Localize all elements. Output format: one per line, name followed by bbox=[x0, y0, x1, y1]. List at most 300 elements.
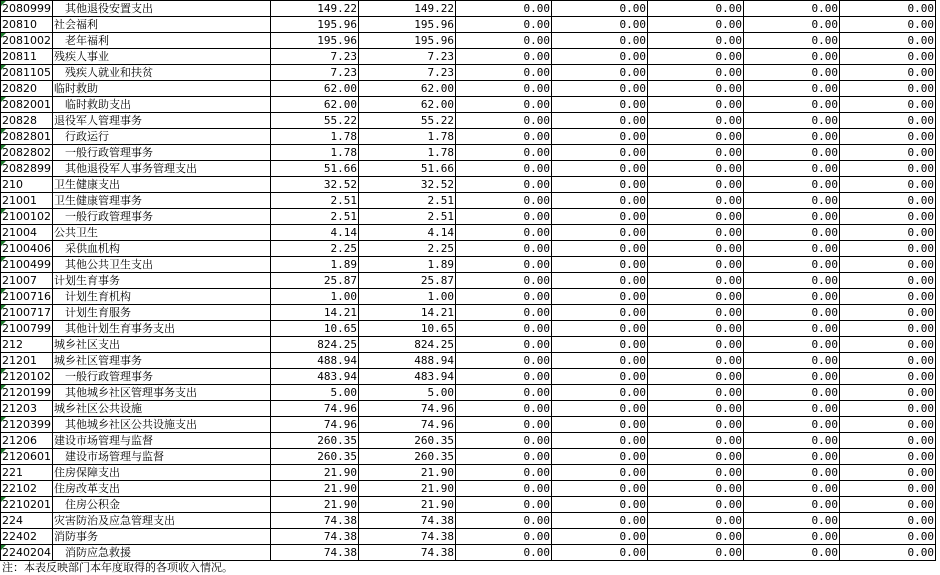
amount-cell[interactable]: 74.38 bbox=[271, 529, 359, 545]
amount-cell[interactable]: 0.00 bbox=[840, 241, 936, 257]
amount-cell[interactable]: 74.96 bbox=[271, 417, 359, 433]
amount-cell[interactable]: 0.00 bbox=[552, 449, 648, 465]
subject-name-cell[interactable]: 其他城乡社区公共设施支出 bbox=[53, 417, 271, 433]
amount-cell[interactable]: 0.00 bbox=[552, 385, 648, 401]
amount-cell[interactable]: 0.00 bbox=[840, 417, 936, 433]
amount-cell[interactable]: 1.78 bbox=[271, 129, 359, 145]
subject-code-cell[interactable]: 2210201 bbox=[2, 498, 51, 511]
amount-cell[interactable]: 0.00 bbox=[456, 433, 552, 449]
amount-cell[interactable]: 0.00 bbox=[648, 1, 744, 17]
subject-name-cell[interactable]: 一般行政管理事务 bbox=[53, 369, 271, 385]
amount-cell[interactable]: 0.00 bbox=[744, 369, 840, 385]
subject-code-cell[interactable]: 2120601 bbox=[2, 450, 51, 463]
amount-cell[interactable]: 32.52 bbox=[271, 177, 359, 193]
amount-cell[interactable]: 0.00 bbox=[744, 465, 840, 481]
subject-name-cell[interactable]: 计划生育事务 bbox=[53, 273, 271, 289]
subject-code-cell[interactable]: 2120102 bbox=[2, 370, 51, 383]
amount-cell[interactable]: 0.00 bbox=[648, 209, 744, 225]
amount-cell[interactable]: 1.78 bbox=[359, 129, 456, 145]
amount-cell[interactable]: 2.25 bbox=[359, 241, 456, 257]
table-row[interactable] bbox=[1, 497, 936, 513]
amount-cell[interactable]: 0.00 bbox=[648, 513, 744, 529]
amount-cell[interactable]: 0.00 bbox=[552, 433, 648, 449]
amount-cell[interactable]: 7.23 bbox=[359, 65, 456, 81]
amount-cell[interactable]: 0.00 bbox=[552, 417, 648, 433]
amount-cell[interactable]: 2.25 bbox=[271, 241, 359, 257]
amount-cell[interactable]: 0.00 bbox=[840, 97, 936, 113]
subject-code-cell[interactable]: 21001 bbox=[1, 193, 53, 209]
subject-code-cell[interactable]: 2120199 bbox=[2, 386, 51, 399]
amount-cell[interactable]: 0.00 bbox=[840, 545, 936, 561]
amount-cell[interactable]: 0.00 bbox=[648, 529, 744, 545]
table-row[interactable] bbox=[1, 81, 936, 97]
amount-cell[interactable]: 4.14 bbox=[359, 225, 456, 241]
amount-cell[interactable]: 0.00 bbox=[456, 545, 552, 561]
amount-cell[interactable]: 0.00 bbox=[648, 17, 744, 33]
amount-cell[interactable]: 0.00 bbox=[744, 225, 840, 241]
amount-cell[interactable]: 0.00 bbox=[744, 113, 840, 129]
amount-cell[interactable]: 0.00 bbox=[456, 321, 552, 337]
subject-name-cell[interactable]: 一般行政管理事务 bbox=[53, 145, 271, 161]
subject-code-cell[interactable]: 224 bbox=[1, 513, 53, 529]
subject-name-cell[interactable]: 残疾人事业 bbox=[53, 49, 271, 65]
table-row[interactable] bbox=[1, 241, 936, 257]
amount-cell[interactable]: 0.00 bbox=[840, 433, 936, 449]
amount-cell[interactable]: 4.14 bbox=[271, 225, 359, 241]
amount-cell[interactable]: 0.00 bbox=[552, 257, 648, 273]
amount-cell[interactable]: 0.00 bbox=[552, 401, 648, 417]
amount-cell[interactable]: 0.00 bbox=[648, 161, 744, 177]
amount-cell[interactable]: 0.00 bbox=[840, 305, 936, 321]
amount-cell[interactable]: 0.00 bbox=[552, 209, 648, 225]
subject-code-cell[interactable]: 221 bbox=[1, 465, 53, 481]
amount-cell[interactable]: 7.23 bbox=[359, 49, 456, 65]
amount-cell[interactable]: 74.38 bbox=[271, 513, 359, 529]
amount-cell[interactable]: 1.78 bbox=[359, 145, 456, 161]
subject-name-cell[interactable]: 退役军人管理事务 bbox=[53, 113, 271, 129]
subject-code-cell[interactable]: 2100499 bbox=[2, 258, 51, 271]
subject-name-cell[interactable]: 计划生育机构 bbox=[53, 289, 271, 305]
amount-cell[interactable]: 0.00 bbox=[840, 401, 936, 417]
table-row[interactable] bbox=[1, 1, 936, 17]
amount-cell[interactable]: 0.00 bbox=[456, 113, 552, 129]
subject-name-cell[interactable]: 采供血机构 bbox=[53, 241, 271, 257]
amount-cell[interactable]: 0.00 bbox=[456, 465, 552, 481]
amount-cell[interactable]: 0.00 bbox=[744, 97, 840, 113]
amount-cell[interactable]: 0.00 bbox=[456, 401, 552, 417]
amount-cell[interactable]: 1.78 bbox=[271, 145, 359, 161]
subject-code-cell[interactable]: 20828 bbox=[1, 113, 53, 129]
subject-code-cell[interactable]: 2100102 bbox=[2, 210, 51, 223]
amount-cell[interactable]: 1.89 bbox=[359, 257, 456, 273]
subject-name-cell[interactable]: 城乡社区支出 bbox=[53, 337, 271, 353]
table-row[interactable] bbox=[1, 113, 936, 129]
amount-cell[interactable]: 5.00 bbox=[359, 385, 456, 401]
amount-cell[interactable]: 0.00 bbox=[552, 161, 648, 177]
amount-cell[interactable]: 0.00 bbox=[552, 81, 648, 97]
table-row[interactable] bbox=[1, 305, 936, 321]
amount-cell[interactable]: 195.96 bbox=[359, 33, 456, 49]
amount-cell[interactable]: 0.00 bbox=[744, 481, 840, 497]
amount-cell[interactable]: 62.00 bbox=[271, 81, 359, 97]
amount-cell[interactable]: 0.00 bbox=[648, 417, 744, 433]
table-row[interactable] bbox=[1, 465, 936, 481]
amount-cell[interactable]: 260.35 bbox=[271, 449, 359, 465]
amount-cell[interactable]: 0.00 bbox=[456, 129, 552, 145]
amount-cell[interactable]: 7.23 bbox=[271, 49, 359, 65]
amount-cell[interactable]: 0.00 bbox=[840, 129, 936, 145]
amount-cell[interactable]: 0.00 bbox=[840, 81, 936, 97]
amount-cell[interactable]: 0.00 bbox=[648, 433, 744, 449]
amount-cell[interactable]: 0.00 bbox=[744, 545, 840, 561]
amount-cell[interactable]: 55.22 bbox=[359, 113, 456, 129]
subject-name-cell[interactable]: 其他退役军人事务管理支出 bbox=[53, 161, 271, 177]
amount-cell[interactable]: 55.22 bbox=[271, 113, 359, 129]
amount-cell[interactable]: 74.38 bbox=[271, 545, 359, 561]
table-row[interactable] bbox=[1, 545, 936, 561]
amount-cell[interactable]: 21.90 bbox=[271, 481, 359, 497]
subject-code-cell[interactable]: 22402 bbox=[1, 529, 53, 545]
subject-name-cell[interactable]: 公共卫生 bbox=[53, 225, 271, 241]
subject-code-cell[interactable]: 2100799 bbox=[2, 322, 51, 335]
amount-cell[interactable]: 2.51 bbox=[271, 209, 359, 225]
amount-cell[interactable]: 0.00 bbox=[552, 49, 648, 65]
amount-cell[interactable]: 824.25 bbox=[271, 337, 359, 353]
table-row[interactable] bbox=[1, 321, 936, 337]
amount-cell[interactable]: 0.00 bbox=[456, 369, 552, 385]
amount-cell[interactable]: 1.00 bbox=[271, 289, 359, 305]
amount-cell[interactable]: 21.90 bbox=[271, 497, 359, 513]
subject-code-cell[interactable]: 20811 bbox=[1, 49, 53, 65]
subject-name-cell[interactable]: 临时救助支出 bbox=[53, 97, 271, 113]
amount-cell[interactable]: 0.00 bbox=[552, 337, 648, 353]
amount-cell[interactable]: 0.00 bbox=[648, 369, 744, 385]
amount-cell[interactable]: 0.00 bbox=[552, 225, 648, 241]
amount-cell[interactable]: 0.00 bbox=[648, 113, 744, 129]
amount-cell[interactable]: 0.00 bbox=[744, 17, 840, 33]
amount-cell[interactable]: 0.00 bbox=[840, 497, 936, 513]
amount-cell[interactable]: 0.00 bbox=[648, 497, 744, 513]
amount-cell[interactable]: 0.00 bbox=[456, 1, 552, 17]
amount-cell[interactable]: 2.51 bbox=[359, 193, 456, 209]
amount-cell[interactable]: 0.00 bbox=[552, 1, 648, 17]
amount-cell[interactable]: 0.00 bbox=[648, 465, 744, 481]
amount-cell[interactable]: 0.00 bbox=[744, 321, 840, 337]
amount-cell[interactable]: 0.00 bbox=[456, 497, 552, 513]
amount-cell[interactable]: 0.00 bbox=[840, 49, 936, 65]
amount-cell[interactable]: 0.00 bbox=[552, 65, 648, 81]
amount-cell[interactable]: 5.00 bbox=[271, 385, 359, 401]
subject-name-cell[interactable]: 卫生健康管理事务 bbox=[53, 193, 271, 209]
amount-cell[interactable]: 0.00 bbox=[552, 97, 648, 113]
amount-cell[interactable]: 0.00 bbox=[648, 241, 744, 257]
subject-code-cell[interactable]: 2081002 bbox=[2, 34, 51, 47]
table-row[interactable] bbox=[1, 289, 936, 305]
amount-cell[interactable]: 0.00 bbox=[648, 481, 744, 497]
amount-cell[interactable]: 0.00 bbox=[648, 129, 744, 145]
subject-code-cell[interactable]: 20820 bbox=[1, 81, 53, 97]
amount-cell[interactable]: 0.00 bbox=[648, 449, 744, 465]
amount-cell[interactable]: 1.00 bbox=[359, 289, 456, 305]
subject-code-cell[interactable]: 21201 bbox=[1, 353, 53, 369]
subject-name-cell[interactable]: 社会福利 bbox=[53, 17, 271, 33]
amount-cell[interactable]: 0.00 bbox=[456, 241, 552, 257]
amount-cell[interactable]: 0.00 bbox=[456, 177, 552, 193]
amount-cell[interactable]: 0.00 bbox=[552, 177, 648, 193]
amount-cell[interactable]: 74.38 bbox=[359, 545, 456, 561]
subject-name-cell[interactable]: 消防应急救援 bbox=[53, 545, 271, 561]
subject-name-cell[interactable]: 其他城乡社区管理事务支出 bbox=[53, 385, 271, 401]
amount-cell[interactable]: 0.00 bbox=[840, 17, 936, 33]
amount-cell[interactable]: 0.00 bbox=[552, 545, 648, 561]
amount-cell[interactable]: 0.00 bbox=[456, 337, 552, 353]
subject-name-cell[interactable]: 一般行政管理事务 bbox=[53, 209, 271, 225]
amount-cell[interactable]: 0.00 bbox=[744, 1, 840, 17]
amount-cell[interactable]: 0.00 bbox=[648, 97, 744, 113]
table-row[interactable] bbox=[1, 161, 936, 177]
subject-code-cell[interactable]: 2240204 bbox=[2, 546, 51, 559]
amount-cell[interactable]: 0.00 bbox=[456, 81, 552, 97]
amount-cell[interactable]: 2.51 bbox=[359, 209, 456, 225]
amount-cell[interactable]: 0.00 bbox=[552, 113, 648, 129]
table-row[interactable] bbox=[1, 513, 936, 529]
amount-cell[interactable]: 74.96 bbox=[271, 401, 359, 417]
amount-cell[interactable]: 0.00 bbox=[840, 369, 936, 385]
amount-cell[interactable]: 32.52 bbox=[359, 177, 456, 193]
amount-cell[interactable]: 0.00 bbox=[648, 193, 744, 209]
table-row[interactable] bbox=[1, 353, 936, 369]
table-row[interactable] bbox=[1, 49, 936, 65]
subject-name-cell[interactable]: 住房公积金 bbox=[53, 497, 271, 513]
subject-code-cell[interactable]: 2081105 bbox=[2, 66, 51, 79]
subject-code-cell[interactable]: 21004 bbox=[1, 225, 53, 241]
subject-code-cell[interactable]: 20810 bbox=[1, 17, 53, 33]
amount-cell[interactable]: 0.00 bbox=[840, 65, 936, 81]
amount-cell[interactable]: 0.00 bbox=[744, 289, 840, 305]
amount-cell[interactable]: 0.00 bbox=[840, 465, 936, 481]
amount-cell[interactable]: 0.00 bbox=[456, 417, 552, 433]
amount-cell[interactable]: 0.00 bbox=[456, 273, 552, 289]
amount-cell[interactable]: 0.00 bbox=[744, 273, 840, 289]
table-row[interactable] bbox=[1, 145, 936, 161]
amount-cell[interactable]: 0.00 bbox=[744, 161, 840, 177]
amount-cell[interactable]: 0.00 bbox=[840, 177, 936, 193]
subject-code-cell[interactable]: 2082001 bbox=[2, 98, 51, 111]
amount-cell[interactable]: 0.00 bbox=[648, 321, 744, 337]
amount-cell[interactable]: 0.00 bbox=[552, 145, 648, 161]
amount-cell[interactable]: 0.00 bbox=[456, 145, 552, 161]
amount-cell[interactable]: 0.00 bbox=[744, 145, 840, 161]
amount-cell[interactable]: 0.00 bbox=[840, 225, 936, 241]
subject-name-cell[interactable]: 卫生健康支出 bbox=[53, 177, 271, 193]
amount-cell[interactable]: 0.00 bbox=[456, 529, 552, 545]
amount-cell[interactable]: 0.00 bbox=[456, 257, 552, 273]
amount-cell[interactable]: 21.90 bbox=[271, 465, 359, 481]
amount-cell[interactable]: 51.66 bbox=[271, 161, 359, 177]
amount-cell[interactable]: 824.25 bbox=[359, 337, 456, 353]
amount-cell[interactable]: 0.00 bbox=[648, 401, 744, 417]
amount-cell[interactable]: 14.21 bbox=[359, 305, 456, 321]
amount-cell[interactable]: 0.00 bbox=[744, 433, 840, 449]
subject-code-cell[interactable]: 21206 bbox=[1, 433, 53, 449]
amount-cell[interactable]: 0.00 bbox=[456, 17, 552, 33]
amount-cell[interactable]: 260.35 bbox=[271, 433, 359, 449]
amount-cell[interactable]: 0.00 bbox=[456, 225, 552, 241]
amount-cell[interactable]: 0.00 bbox=[552, 273, 648, 289]
amount-cell[interactable]: 0.00 bbox=[552, 289, 648, 305]
amount-cell[interactable]: 0.00 bbox=[840, 481, 936, 497]
amount-cell[interactable]: 7.23 bbox=[271, 65, 359, 81]
subject-code-cell[interactable]: 2082899 bbox=[2, 162, 51, 175]
amount-cell[interactable]: 0.00 bbox=[744, 497, 840, 513]
amount-cell[interactable]: 25.87 bbox=[359, 273, 456, 289]
amount-cell[interactable]: 0.00 bbox=[744, 241, 840, 257]
subject-code-cell[interactable]: 22102 bbox=[1, 481, 53, 497]
subject-name-cell[interactable]: 残疾人就业和扶贫 bbox=[53, 65, 271, 81]
amount-cell[interactable]: 260.35 bbox=[359, 449, 456, 465]
amount-cell[interactable]: 0.00 bbox=[456, 209, 552, 225]
amount-cell[interactable]: 0.00 bbox=[552, 193, 648, 209]
amount-cell[interactable]: 149.22 bbox=[359, 1, 456, 17]
amount-cell[interactable]: 10.65 bbox=[359, 321, 456, 337]
amount-cell[interactable]: 0.00 bbox=[840, 1, 936, 17]
amount-cell[interactable]: 0.00 bbox=[840, 33, 936, 49]
amount-cell[interactable]: 0.00 bbox=[744, 81, 840, 97]
amount-cell[interactable]: 0.00 bbox=[840, 385, 936, 401]
amount-cell[interactable]: 0.00 bbox=[744, 193, 840, 209]
amount-cell[interactable]: 0.00 bbox=[648, 81, 744, 97]
amount-cell[interactable]: 0.00 bbox=[552, 321, 648, 337]
amount-cell[interactable]: 0.00 bbox=[552, 497, 648, 513]
amount-cell[interactable]: 0.00 bbox=[456, 481, 552, 497]
subject-name-cell[interactable]: 城乡社区公共设施 bbox=[53, 401, 271, 417]
amount-cell[interactable]: 51.66 bbox=[359, 161, 456, 177]
amount-cell[interactable]: 0.00 bbox=[648, 545, 744, 561]
table-row[interactable] bbox=[1, 401, 936, 417]
amount-cell[interactable]: 0.00 bbox=[552, 241, 648, 257]
table-row[interactable] bbox=[1, 225, 936, 241]
table-row[interactable] bbox=[1, 33, 936, 49]
amount-cell[interactable]: 0.00 bbox=[648, 257, 744, 273]
table-row[interactable] bbox=[1, 433, 936, 449]
amount-cell[interactable]: 21.90 bbox=[359, 497, 456, 513]
subject-name-cell[interactable]: 城乡社区管理事务 bbox=[53, 353, 271, 369]
table-row[interactable] bbox=[1, 273, 936, 289]
amount-cell[interactable]: 14.21 bbox=[271, 305, 359, 321]
subject-code-cell[interactable]: 2100406 bbox=[2, 242, 51, 255]
subject-name-cell[interactable]: 临时救助 bbox=[53, 81, 271, 97]
table-row[interactable] bbox=[1, 385, 936, 401]
amount-cell[interactable]: 260.35 bbox=[359, 433, 456, 449]
amount-cell[interactable]: 0.00 bbox=[744, 257, 840, 273]
amount-cell[interactable]: 2.51 bbox=[271, 193, 359, 209]
amount-cell[interactable]: 74.38 bbox=[359, 529, 456, 545]
amount-cell[interactable]: 0.00 bbox=[744, 449, 840, 465]
amount-cell[interactable]: 0.00 bbox=[456, 385, 552, 401]
amount-cell[interactable]: 0.00 bbox=[744, 529, 840, 545]
amount-cell[interactable]: 0.00 bbox=[744, 49, 840, 65]
subject-name-cell[interactable]: 其他退役安置支出 bbox=[53, 1, 271, 17]
table-row[interactable] bbox=[1, 369, 936, 385]
subject-name-cell[interactable]: 住房保障支出 bbox=[53, 465, 271, 481]
table-row[interactable] bbox=[1, 449, 936, 465]
subject-name-cell[interactable]: 建设市场管理与监督 bbox=[53, 433, 271, 449]
amount-cell[interactable]: 1.89 bbox=[271, 257, 359, 273]
amount-cell[interactable]: 0.00 bbox=[840, 209, 936, 225]
amount-cell[interactable]: 0.00 bbox=[552, 481, 648, 497]
table-row[interactable] bbox=[1, 193, 936, 209]
subject-name-cell[interactable]: 其他公共卫生支出 bbox=[53, 257, 271, 273]
amount-cell[interactable]: 0.00 bbox=[648, 289, 744, 305]
amount-cell[interactable]: 0.00 bbox=[744, 209, 840, 225]
subject-name-cell[interactable]: 计划生育服务 bbox=[53, 305, 271, 321]
amount-cell[interactable]: 0.00 bbox=[744, 401, 840, 417]
amount-cell[interactable]: 195.96 bbox=[271, 33, 359, 49]
amount-cell[interactable]: 0.00 bbox=[840, 193, 936, 209]
amount-cell[interactable]: 0.00 bbox=[648, 337, 744, 353]
subject-code-cell[interactable]: 2082801 bbox=[2, 130, 51, 143]
amount-cell[interactable]: 0.00 bbox=[456, 161, 552, 177]
amount-cell[interactable]: 0.00 bbox=[744, 353, 840, 369]
amount-cell[interactable]: 488.94 bbox=[359, 353, 456, 369]
subject-code-cell[interactable]: 210 bbox=[1, 177, 53, 193]
table-row[interactable] bbox=[1, 529, 936, 545]
amount-cell[interactable]: 0.00 bbox=[456, 305, 552, 321]
amount-cell[interactable]: 0.00 bbox=[456, 65, 552, 81]
amount-cell[interactable]: 0.00 bbox=[840, 353, 936, 369]
subject-code-cell[interactable]: 2100716 bbox=[2, 290, 51, 303]
amount-cell[interactable]: 0.00 bbox=[648, 305, 744, 321]
amount-cell[interactable]: 0.00 bbox=[840, 337, 936, 353]
amount-cell[interactable]: 0.00 bbox=[840, 289, 936, 305]
table-row[interactable] bbox=[1, 481, 936, 497]
amount-cell[interactable]: 21.90 bbox=[359, 465, 456, 481]
amount-cell[interactable]: 0.00 bbox=[648, 273, 744, 289]
amount-cell[interactable]: 0.00 bbox=[840, 449, 936, 465]
amount-cell[interactable]: 0.00 bbox=[552, 513, 648, 529]
amount-cell[interactable]: 195.96 bbox=[359, 17, 456, 33]
amount-cell[interactable]: 0.00 bbox=[456, 193, 552, 209]
amount-cell[interactable]: 149.22 bbox=[271, 1, 359, 17]
amount-cell[interactable]: 0.00 bbox=[456, 97, 552, 113]
amount-cell[interactable]: 0.00 bbox=[648, 177, 744, 193]
amount-cell[interactable]: 195.96 bbox=[271, 17, 359, 33]
amount-cell[interactable]: 25.87 bbox=[271, 273, 359, 289]
subject-name-cell[interactable]: 灾害防治及应急管理支出 bbox=[53, 513, 271, 529]
amount-cell[interactable]: 0.00 bbox=[456, 513, 552, 529]
amount-cell[interactable]: 10.65 bbox=[271, 321, 359, 337]
amount-cell[interactable]: 0.00 bbox=[840, 161, 936, 177]
amount-cell[interactable]: 488.94 bbox=[271, 353, 359, 369]
amount-cell[interactable]: 62.00 bbox=[359, 81, 456, 97]
subject-name-cell[interactable]: 消防事务 bbox=[53, 529, 271, 545]
amount-cell[interactable]: 0.00 bbox=[648, 65, 744, 81]
amount-cell[interactable]: 0.00 bbox=[552, 305, 648, 321]
amount-cell[interactable]: 0.00 bbox=[456, 33, 552, 49]
amount-cell[interactable]: 0.00 bbox=[744, 385, 840, 401]
subject-code-cell[interactable]: 21203 bbox=[1, 401, 53, 417]
amount-cell[interactable]: 483.94 bbox=[359, 369, 456, 385]
subject-name-cell[interactable]: 老年福利 bbox=[53, 33, 271, 49]
amount-cell[interactable]: 0.00 bbox=[552, 17, 648, 33]
amount-cell[interactable]: 0.00 bbox=[456, 449, 552, 465]
amount-cell[interactable]: 0.00 bbox=[840, 145, 936, 161]
amount-cell[interactable]: 0.00 bbox=[648, 225, 744, 241]
amount-cell[interactable]: 74.38 bbox=[359, 513, 456, 529]
table-row[interactable] bbox=[1, 97, 936, 113]
table-row[interactable] bbox=[1, 65, 936, 81]
amount-cell[interactable]: 483.94 bbox=[271, 369, 359, 385]
